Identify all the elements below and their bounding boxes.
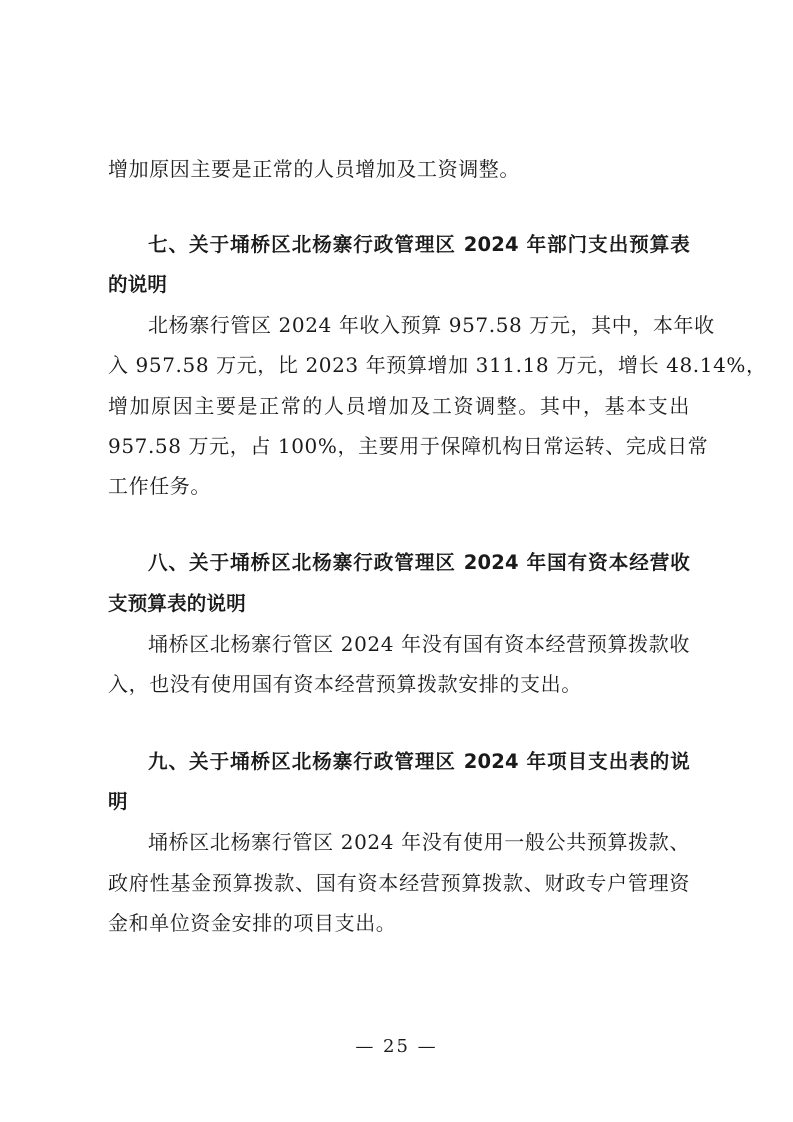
section7-body-line: 入 957.58 万元，比 2023 年预算增加 311.18 万元，增长 48.14%，	[108, 353, 767, 377]
section7-heading-line2: 的说明	[108, 273, 168, 296]
page-number: — 25 —	[355, 1036, 438, 1057]
section9-body-line: 埇桥区北杨寨行管区 2024 年没有使用一般公共预算拨款、	[148, 830, 690, 854]
section7-body-line: 工作任务。	[108, 474, 211, 498]
section9-body-line: 金和单位资金安排的项目支出。	[108, 911, 397, 935]
section7-heading-line1: 七、关于埇桥区北杨寨行政管理区 2024 年部门支出预算表	[148, 233, 690, 256]
section7-body-line: 北杨寨行管区 2024 年收入预算 957.58 万元，其中，本年收	[148, 313, 715, 337]
section7-body-line: 957.58 万元，占 100%，主要用于保障机构日常运转、完成日常	[108, 434, 709, 458]
section8-body-line: 入，也没有使用国有资本经营预算拨款安排的支出。	[108, 672, 582, 696]
section9-heading-line2: 明	[108, 790, 128, 813]
intro-continuation-text: 增加原因主要是正常的人员增加及工资调整。	[108, 157, 520, 181]
section7-body-line: 增加原因主要是正常的人员增加及工资调整。其中，基本支出	[108, 394, 690, 418]
section8-body-line: 埇桥区北杨寨行管区 2024 年没有国有资本经营预算拨款收	[148, 632, 690, 656]
section9-body-line: 政府性基金预算拨款、国有资本经营预算拨款、财政专户管理资	[108, 871, 690, 895]
section8-heading-line2: 支预算表的说明	[108, 592, 246, 615]
section9-heading-line1: 九、关于埇桥区北杨寨行政管理区 2024 年项目支出表的说	[148, 750, 690, 773]
section8-heading-line1: 八、关于埇桥区北杨寨行政管理区 2024 年国有资本经营收	[148, 551, 690, 574]
